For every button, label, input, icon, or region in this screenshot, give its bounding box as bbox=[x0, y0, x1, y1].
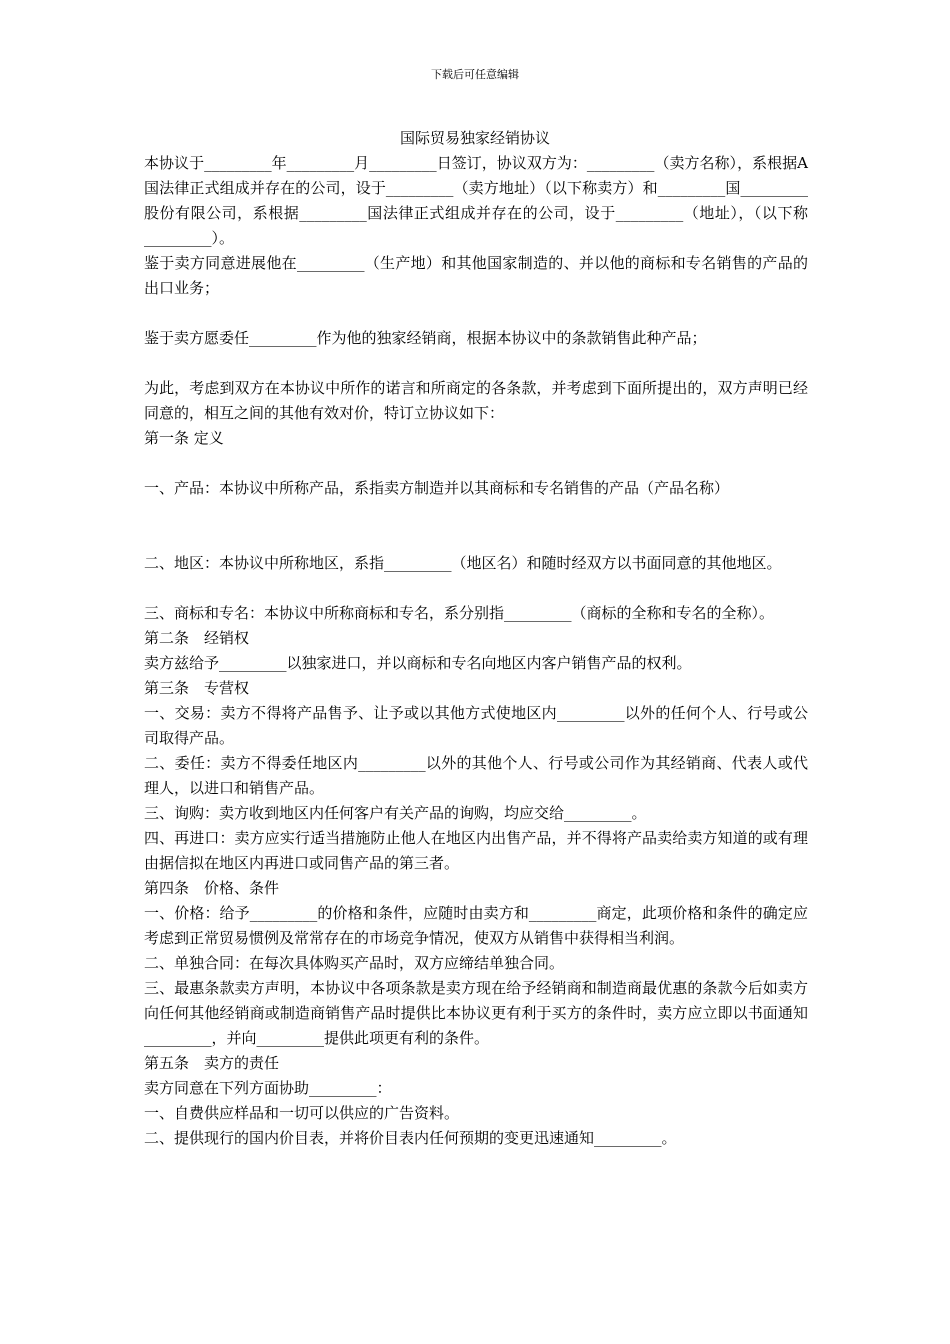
article-1-item-3: 三、商标和专名：本协议中所称商标和专名，系分别指_________（商标的全称和专名的全称）。 bbox=[144, 604, 775, 622]
article-5-item-1: 一、自费供应样品和一切可以供应的广告资料。 bbox=[144, 1104, 460, 1122]
article-3-item-3: 三、询购：卖方收到地区内任何客户有关产品的询购，均应交给_________。 bbox=[144, 804, 647, 822]
paragraph-preamble: 本协议于_________年_________月_________日签订，协议双方为：_________（卖方名称），系根据A国法律正式组成并存在的公司，设于_________（卖方地址）（以下称卖方）和_________国_________股份有限公司，系根据_________国法律正式组成并存在的公司，设于_________（地址），（以下称_________）。 bbox=[144, 154, 808, 247]
article-2-heading: 第二条 经销权 bbox=[144, 629, 250, 647]
paragraph-whereas-2: 鉴于卖方愿委任_________作为他的独家经销商，根据本协议中的条款销售此种产品； bbox=[144, 329, 707, 347]
article-5-item-2: 二、提供现行的国内价目表，并将价目表内任何预期的变更迅速通知_________。 bbox=[144, 1129, 677, 1147]
article-5-text: 卖方同意在下列方面协助_________： bbox=[144, 1079, 392, 1097]
page-header: 下载后可任意编辑 bbox=[431, 68, 519, 81]
document-body bbox=[144, 151, 808, 1151]
article-3-heading: 第三条 专营权 bbox=[144, 679, 250, 697]
article-1-item-1: 一、产品：本协议中所称产品，系指卖方制造并以其商标和专名销售的产品（产品名称） bbox=[144, 479, 730, 497]
article-5-heading: 第五条 卖方的责任 bbox=[144, 1054, 280, 1072]
article-4-item-2: 二、单独合同：在每次具体购买产品时，双方应缔结单独合同。 bbox=[144, 954, 565, 972]
article-3-item-4: 四、再进口：卖方应实行适当措施防止他人在地区内出售产品，并不得将产品卖给卖方知道的或有理由据信拟在地区内再进口或同售产品的第三者。 bbox=[144, 829, 808, 872]
document-title: 国际贸易独家经销协议 bbox=[399, 129, 550, 147]
paragraph-agreement: 为此，考虑到双方在本协议中所作的诺言和所商定的各条款，并考虑到下面所提出的，双方声明已经同意的，相互之间的其他有效对价，特订立协议如下： bbox=[144, 379, 808, 422]
article-3-item-2: 二、委任：卖方不得委任地区内_________以外的其他个人、行号或公司作为其经销商、代表人或代理人，以进口和销售产品。 bbox=[144, 754, 808, 797]
article-2-text: 卖方兹给予_________以独家进口，并以商标和专名向地区内客户销售产品的权利。 bbox=[144, 654, 692, 672]
article-1-item-2: 二、地区：本协议中所称地区，系指_________（地区名）和随时经双方以书面同意的其他地区。 bbox=[144, 554, 782, 572]
article-4-heading: 第四条 价格、条件 bbox=[144, 879, 280, 897]
article-3-item-1: 一、交易：卖方不得将产品售予、让予或以其他方式使地区内_________以外的任何个人、行号或公司取得产品。 bbox=[144, 704, 808, 747]
article-1-heading: 第一条 定义 bbox=[144, 429, 224, 447]
article-4-item-3: 三、最惠条款卖方声明，本协议中各项条款是卖方现在给予经销商和制造商最优惠的条款今后如卖方向任何其他经销商或制造商销售产品时提供比本协议更有利于买方的条件时，卖方应立即以书面通知_________，并向_________提供此项更有利的条件。 bbox=[144, 979, 808, 1047]
article-4-item-1: 一、价格：给予_________的价格和条件，应随时由卖方和_________商定，此项价格和条件的确定应考虑到正常贸易惯例及常常存在的市场竞争情况，使双方从销售中获得相当利润。 bbox=[144, 904, 808, 947]
paragraph-whereas-1: 鉴于卖方同意进展他在_________（生产地）和其他国家制造的、并以他的商标和专名销售的产品的出口业务； bbox=[144, 254, 808, 297]
